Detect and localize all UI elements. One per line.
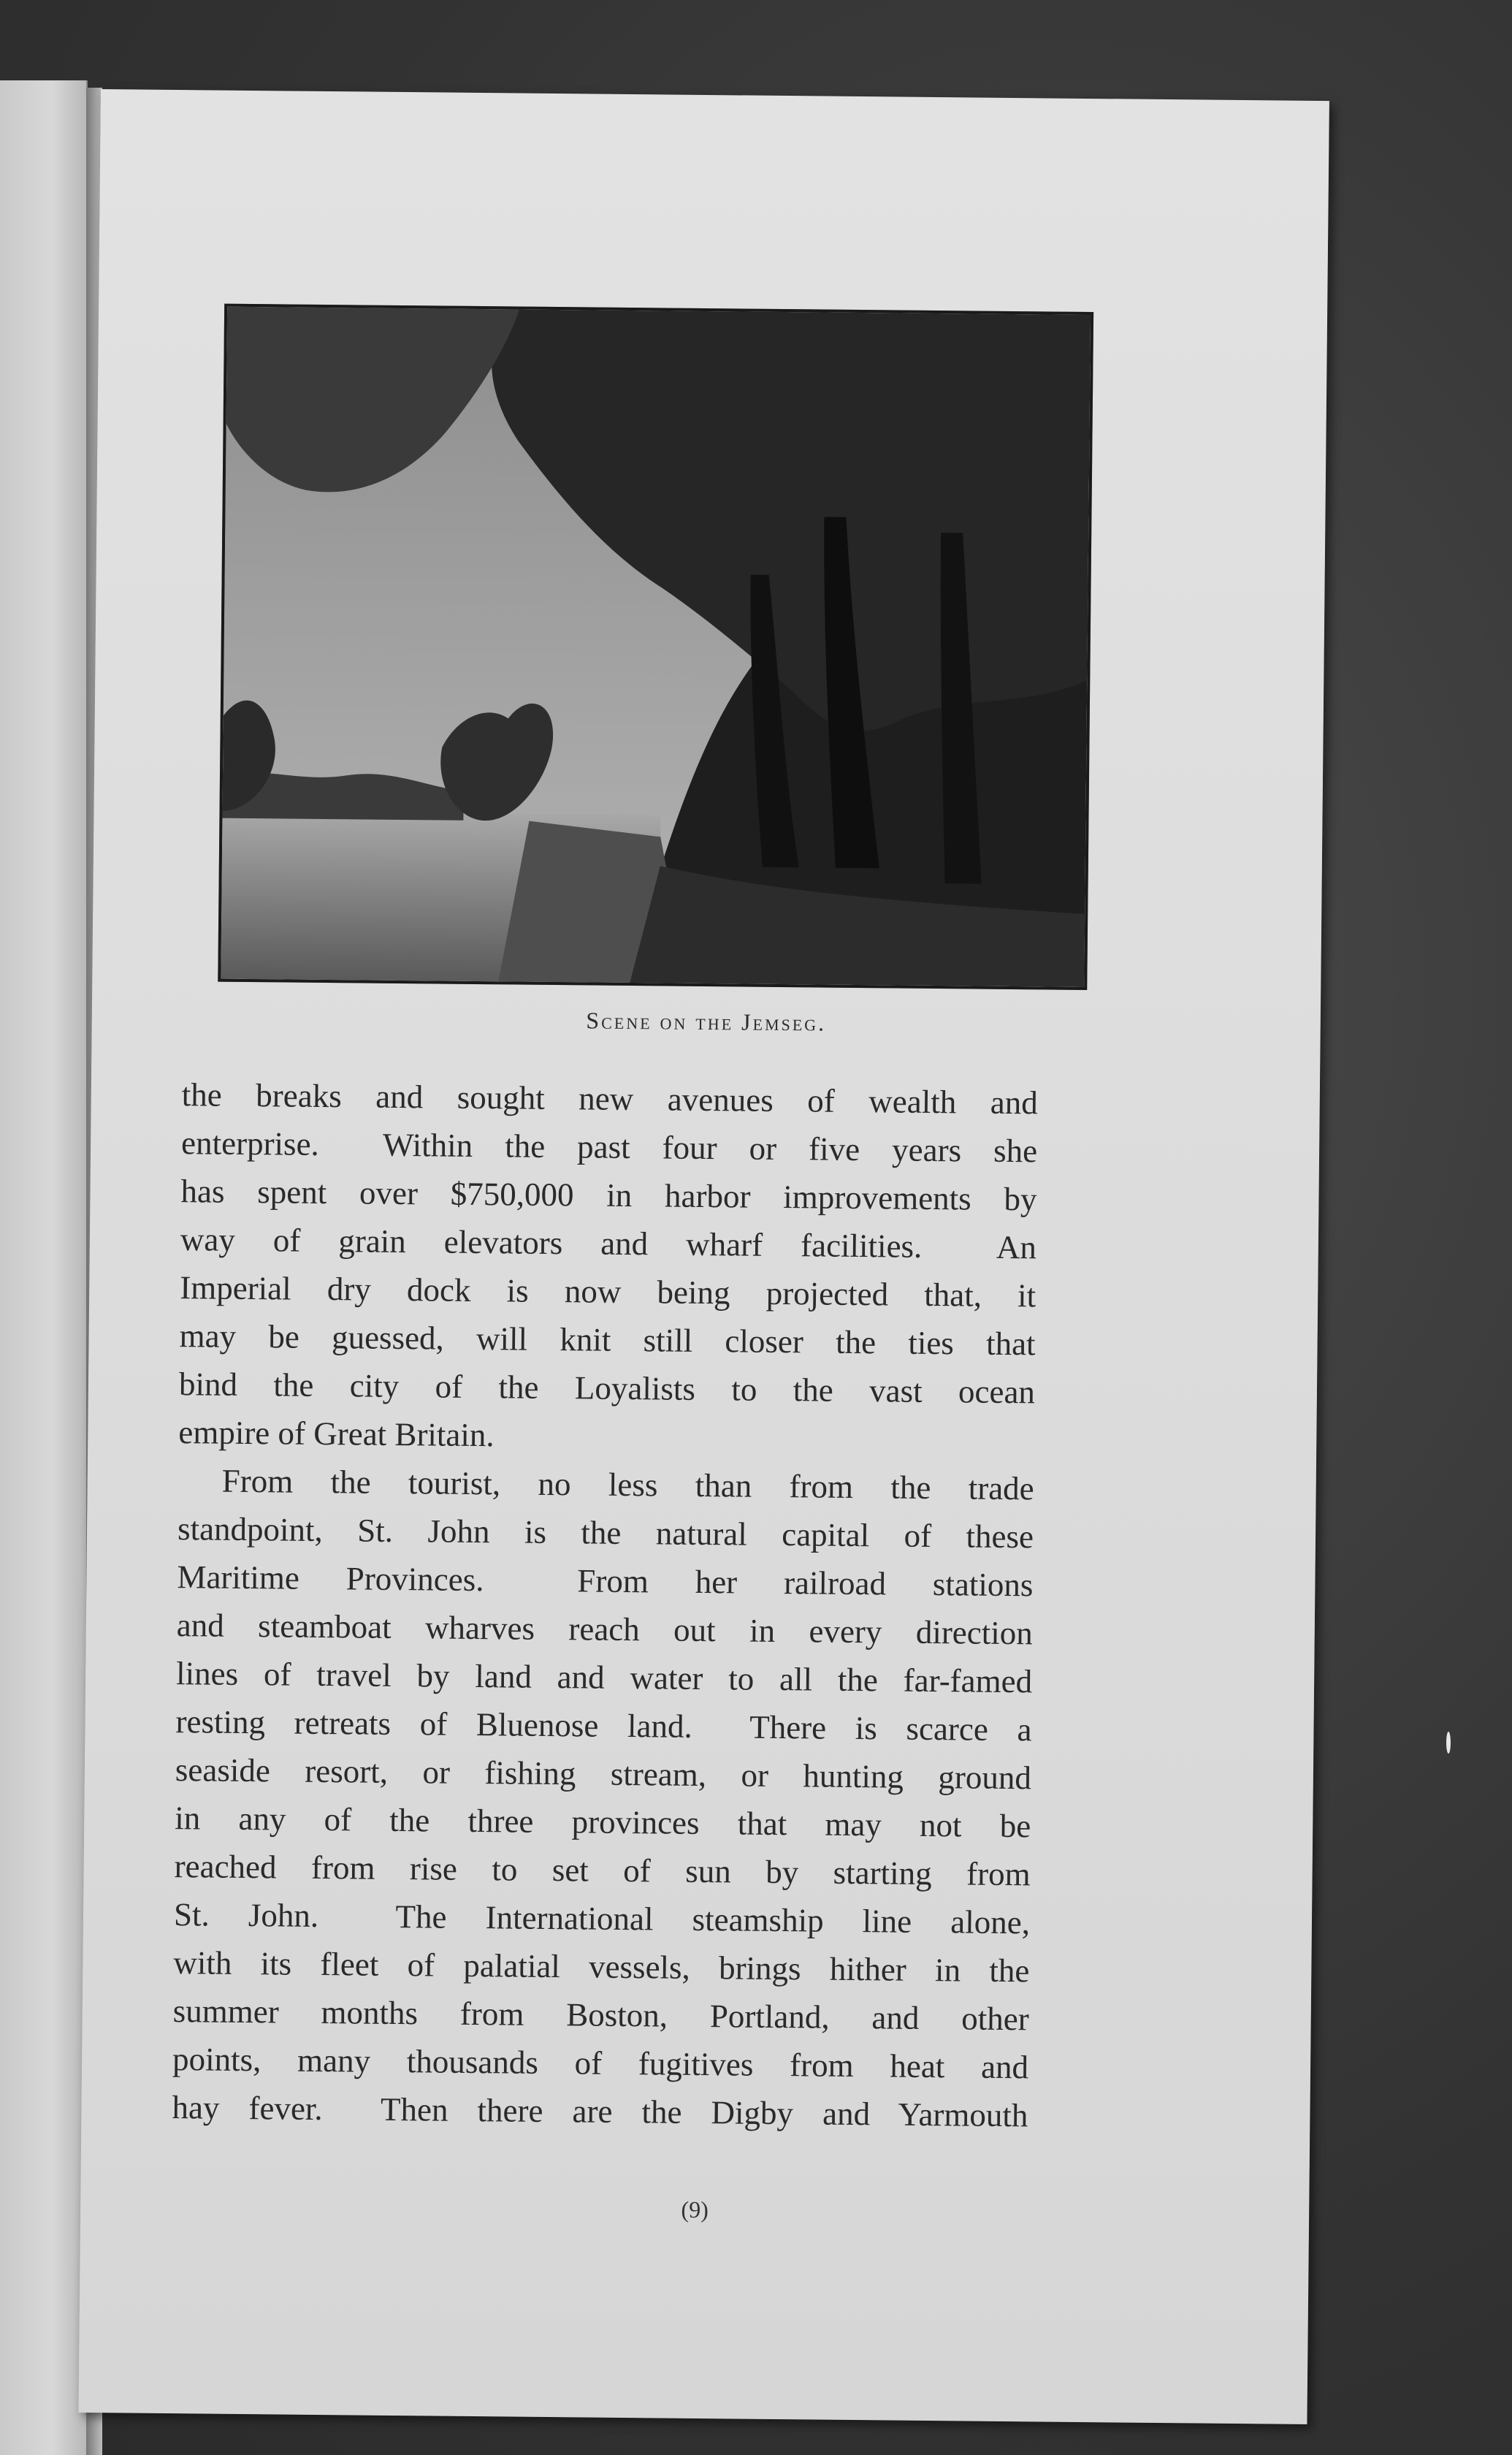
scene-photograph — [218, 304, 1093, 990]
text-line: and steamboat wharves reach out in every direction — [176, 1607, 1034, 1652]
text-line: summer months from Boston, Portland, and other — [172, 1992, 1029, 2038]
facing-page-edge — [0, 80, 88, 2455]
tree-landscape-image — [221, 307, 1091, 987]
text-line: lines of travel by land and water to all the far-famed — [175, 1655, 1033, 1700]
text-line: empire of Great Britain. — [178, 1414, 495, 1454]
text-line: may be guessed, will knit still closer the ties that — [179, 1317, 1036, 1363]
text-line: the breaks and sought new avenues of wealth and — [181, 1076, 1038, 1122]
text-line: resting retreats of Bluenose land. There is scarce a — [175, 1703, 1032, 1748]
text-line: reached from rise to set of sun by starting from — [174, 1848, 1031, 1893]
text-line: in any of the three provinces that may not be — [175, 1800, 1031, 1845]
text-line: Maritime Provinces. From her railroad stations — [177, 1558, 1034, 1604]
body-text — [172, 1070, 1038, 2139]
text-line: St. John. The International steamship line alone, — [173, 1896, 1031, 1941]
page-number: (9) — [681, 2196, 709, 2223]
text-line: with its fleet of palatial vessels, brings hither in the — [173, 1944, 1030, 1990]
text-line: standpoint, St. John is the natural capital of these — [177, 1510, 1034, 1556]
dust-speck — [1446, 1732, 1451, 1754]
text-line: has spent over $750,000 in harbor improvements by — [180, 1173, 1037, 1218]
text-line: Imperial dry dock is now being projected that, it — [180, 1269, 1036, 1314]
text-line: hay fever. Then there are the Digby and Yarmouth — [172, 2089, 1028, 2134]
text-line: way of grain elevators and wharf facilities. An — [180, 1221, 1037, 1266]
text-line: From the tourist, no less than from the trade — [221, 1462, 1034, 1507]
text-line: enterprise. Within the past four or five years she — [180, 1124, 1038, 1170]
photo-caption: Scene on the Jemseg. — [586, 1007, 827, 1036]
text-line: bind the city of the Loyalists to the vast ocean — [178, 1366, 1036, 1411]
text-line: seaside resort, or fishing stream, or hunting ground — [175, 1751, 1032, 1797]
text-line: points, many thousands of fugitives from heat and — [172, 2041, 1029, 2086]
book-page — [78, 89, 1329, 2424]
